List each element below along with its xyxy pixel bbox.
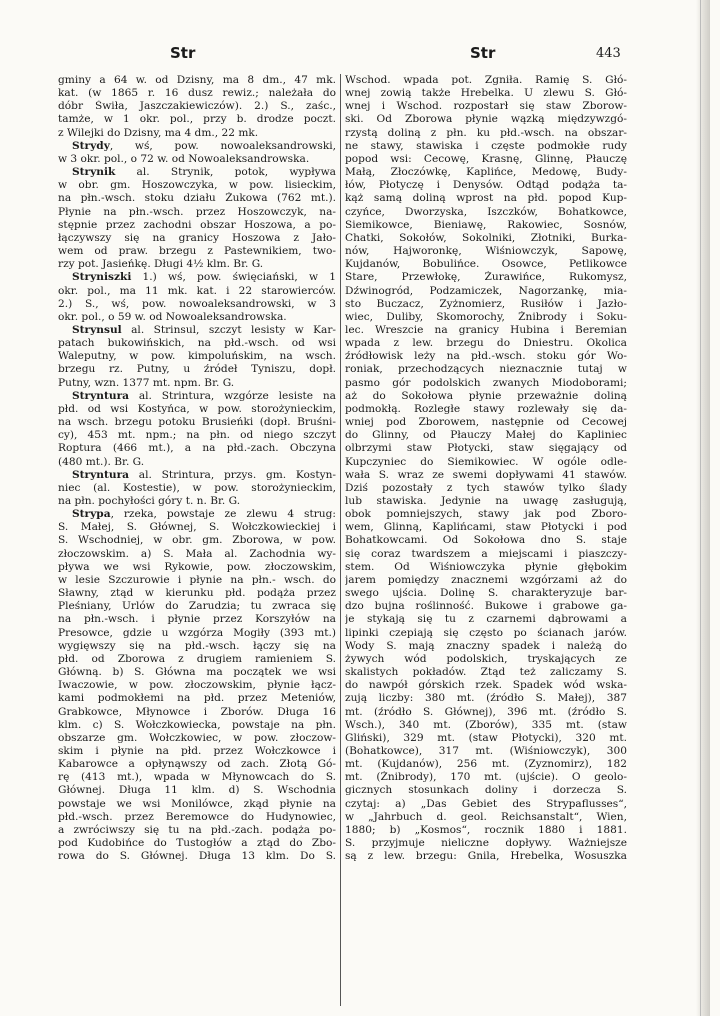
- text-line: je stykają się tu z czarnemi dąbrowami a: [345, 613, 627, 626]
- text-line: wpada z lew. brzegu do Dniestru. Okolica: [345, 337, 627, 350]
- text-line: Gliński), 329 mt. (staw Płotycki), 320 mt.: [345, 731, 627, 744]
- text-line: kat. (w 1865 r. 16 dusz rewiz.; należała do: [58, 87, 336, 100]
- text-line: skalistych pokładów. Ztąd też zaliczamy S.: [345, 666, 627, 679]
- text-line: Strydy, wś, pow. nowoaleksandrowski,: [72, 139, 336, 152]
- text-line: 1880; b) „Kosmos“, rocznik 1880 i 1881.: [345, 823, 627, 836]
- text-line: Główną. b) S. Główna ma początek we wsi: [58, 666, 336, 679]
- text-line: a zwróciwszy się tu na płd.-zach. podąża po-: [58, 823, 336, 836]
- page-header: [0, 44, 720, 66]
- text-line: rzy pot. Jasieńkę. Długi 4½ klm. Br. G.: [58, 258, 264, 271]
- entry-headword: Strypa: [72, 508, 111, 521]
- text-line: Iwaczowie, w pow. złoczowskim, płynie łącz-: [58, 679, 336, 692]
- text-line: z Wilejki do Dzisny, ma 4 dm., 22 mk.: [58, 126, 259, 139]
- text-line: skim i płynie na płd. przez Wołczkowce i: [58, 744, 336, 757]
- text-line: płd.-wsch. przez Beremowce do Hudynowiec,: [58, 810, 336, 823]
- text-line: (480 mt.). Br. G.: [58, 455, 145, 468]
- page-number: 443: [596, 46, 621, 61]
- text-line: lipinki czepiają się często po ścianach jarów.: [345, 626, 627, 639]
- column-divider: [340, 74, 341, 1006]
- text-line: kąż samą doliną wprost na płd. popod Kup-: [345, 192, 627, 205]
- text-line: Putny, wzn. 1377 mt. npm. Br. G.: [58, 376, 235, 389]
- text-line: rzystą doliną z płn. ku płd.-wsch. na obszar-: [345, 126, 627, 139]
- text-line: mt. (Kujdanów), 256 mt. (Zyznomirz), 182: [345, 758, 627, 771]
- text-line: na wsch. brzegu potoku Brusieńki (dopł. Bruśni-: [58, 416, 336, 429]
- text-line: wem, Glinną, Kaplińcami, staw Płotycki i pod: [345, 521, 627, 534]
- text-line: mt. (Żnibrody), 170 mt. (ujście). O geolo-: [345, 771, 627, 784]
- text-line: kami podmokłemi na płd. przez Meteniów,: [58, 692, 336, 705]
- right-text-column: [345, 74, 627, 1004]
- text-line: lec. Wreszcie na granicy Hubina i Beremian: [345, 323, 627, 336]
- left-text-column: [58, 74, 336, 1004]
- text-line: Wody S. mają znaczny spadek i należą do: [345, 639, 627, 652]
- text-line: Kabarowce a opłynąwszy od zach. Złotą Gó-: [58, 758, 336, 771]
- text-line: czyńce, Dworzyska, Iszczków, Bohatkowce,: [345, 205, 627, 218]
- text-line: wnej zowią także Hrebelka. U zlewu S. Głó-: [345, 87, 627, 100]
- text-line: do Glinny, od Płauczy Małej do Kapliniec: [345, 429, 627, 442]
- text-line: pod Kudobińce do Tustogłów a ztąd do Zbo-: [58, 837, 336, 850]
- text-line: (Bohatkowce), 317 mt. (Wiśniowczyk), 300: [345, 744, 627, 757]
- text-line: Głównej. Długa 11 klm. d) S. Wschodnia: [58, 784, 336, 797]
- text-line: 2.) S., wś, pow. nowoaleksandrowski, w 3: [58, 297, 336, 310]
- text-line: na płn. pochyłości góry t. n. Br. G.: [58, 495, 241, 507]
- text-line: Strypa, rzeka, powstaje ze zlewu 4 strug:: [72, 508, 336, 521]
- text-line: olbrzymi staw Płotycki, staw sięgający od: [345, 442, 627, 455]
- text-line: Waleputny, w pow. kimpoluńskim, na wsch.: [58, 350, 336, 363]
- text-line: wała S. wraz ze swemi dopływami 41 stawów.: [345, 468, 627, 481]
- text-line: się coraz twardszem a miejscami i piaszczy-: [345, 547, 627, 560]
- text-line: płd. od Zborowa z drugiem ramieniem S.: [58, 652, 336, 665]
- text-line: stępnie przez zachodni obszar Hoszowa, a po-: [58, 218, 336, 231]
- text-line: płd. od wsi Kostyńca, w pow. storożynieckim,: [58, 402, 336, 415]
- entry-headword: Strydy: [72, 139, 110, 152]
- entry-headword: Stryntura: [72, 468, 130, 481]
- text-line: roniak, przechodzących nieznacznie tutaj w: [345, 363, 627, 376]
- text-line: klm. c) S. Wołczkowiecka, powstaje na płn.: [58, 718, 336, 731]
- text-line: nów, Hajworonkę, Wiśniowczyk, Sapowę,: [345, 245, 627, 258]
- text-line: swego ujścia. Dolinę S. charakteryzuje bar-: [345, 587, 627, 600]
- text-line: Kujdanów, Bobulińce. Osowce, Petlikowce: [345, 258, 627, 271]
- text-line: Stare, Przewłokę, Żurawińce, Rukomysz,: [345, 271, 627, 284]
- text-line: w obr. gm. Hoszowczyka, w pow. lisieckim,: [58, 179, 336, 192]
- text-line: popod wsi: Cecowę, Krasnę, Glinnę, Płauczę: [345, 152, 627, 165]
- entry-headword: Stryniszki: [72, 271, 132, 284]
- text-line: obok pomniejszych, stawy jak pod Zboro-: [345, 508, 627, 521]
- text-line: S. przyjmuje nieliczne dopływy. Ważniejsze: [345, 837, 627, 850]
- text-line: Bohatkowcami. Od Sokołowa dno S. staje: [345, 534, 627, 547]
- text-line: Dźwinogród, Podzamiczek, Nagorzankę, mia-: [345, 284, 627, 297]
- text-line: wnej i Wschod. rozpostarł się staw Zborow-: [345, 100, 627, 113]
- text-line: ski. Od Zborowa płynie wązką międzywzgó-: [345, 113, 627, 126]
- text-line: Płynie na płn.-wsch. przez Hoszowczyk, na-: [58, 205, 336, 218]
- text-line: Wsch.), 340 mt. (Zborów), 335 mt. (staw: [345, 718, 627, 731]
- text-line: sto Buczacz, Zyżnomierz, Rusiłów i Jazło-: [345, 297, 627, 310]
- text-line: okr. pol., o 59 w. od Nowoaleksandrowska.: [58, 310, 287, 323]
- text-line: Siemikowce, Bieniawę, Rakowiec, Sosnów,: [345, 218, 627, 231]
- text-line: Grabkowce, Młynowce i Zborów. Długa 16: [58, 705, 336, 718]
- text-line: Chatki, Sokołów, Sokolniki, Złotniki, Burka-: [345, 231, 627, 244]
- text-line: wniej pod Zborowem, następnie od Cecowej: [345, 416, 627, 429]
- text-line: żywych wód podolskich, tryskających ze: [345, 652, 627, 665]
- text-line: Stryntura al. Strintura, przys. gm. Kostyn-: [72, 468, 336, 481]
- entry-headword: Stryntura: [72, 389, 130, 402]
- text-line: podmokłą. Rozległe stawy rozlewały się da-: [345, 402, 627, 415]
- text-line: S. Małej, S. Głównej, S. Wołczkowieckiej i: [58, 521, 336, 534]
- text-line: wiec, Duliby, Skomorochy, Żnibrody i Soku-: [345, 310, 627, 323]
- text-line: patach bukowińskich, na płd.-wsch. od wsi: [58, 337, 336, 350]
- text-line: obszarze gm. Wołczkowiec, w pow. złoczow-: [58, 731, 336, 744]
- running-head-left: Str: [170, 44, 196, 62]
- text-line: łączywszy się na granicy Hoszowa z Jało-: [58, 231, 336, 244]
- text-line: Sławny, ztąd w kierunku płd. podąża przez: [58, 587, 336, 600]
- text-line: czytaj: a) „Das Gebiet des Strypaflusses“,: [345, 797, 627, 810]
- text-line: Strynsul al. Strinsul, szczyt lesisty w Kar-: [72, 323, 336, 336]
- text-line: wygięwszy się na płd.-wsch. łączy się na: [58, 639, 336, 652]
- text-line: pasmo gór podolskich zwanych Miodoborami;: [345, 376, 627, 389]
- text-line: do nawpół górskich rzek. Spadek wód wska-: [345, 679, 627, 692]
- text-line: Wschod. wpada pot. Zgniła. Ramię S. Głó-: [345, 74, 627, 86]
- text-line: brzegu rz. Putny, u źródeł Tyniszu, dopł.: [58, 363, 336, 376]
- text-line: Pleśniany, Urlów do Zarudzia; tu zwraca się: [58, 600, 336, 613]
- text-line: tamże, w 1 okr. pol., przy b. drodze poczt.: [58, 113, 336, 126]
- text-line: zują liczby: 380 mt. (źródło S. Małej), 387: [345, 692, 627, 705]
- text-line: rowa do S. Głównej. Długa 13 klm. Do S.: [58, 850, 336, 863]
- text-line: w 3 okr. pol., o 72 w. od Nowoaleksandrowska.: [58, 152, 310, 165]
- text-line: w „Jahrbuch d. geol. Reichsanstalt“, Wien,: [345, 810, 627, 823]
- text-line: w lesie Szczurowie i płynie na płn.- wsch. do: [58, 573, 336, 586]
- text-line: Roptura (466 mt.), a na płd.-zach. Obczyna: [58, 442, 336, 455]
- text-line: jarem pomiędzy znacznemi wzgórzami aż do: [345, 573, 627, 586]
- text-line: gicznych stosunkach doliny i dorzecza S.: [345, 784, 627, 797]
- text-line: złoczowskim. a) S. Mała al. Zachodnia wy-: [58, 547, 336, 560]
- text-line: powstaje we wsi Monilówce, zkąd płynie na: [58, 797, 336, 810]
- text-line: na płn.-wsch. stoku działu Żukowa (762 mt.).: [58, 192, 336, 205]
- text-line: Stryniszki 1.) wś, pow. święciański, w 1: [72, 271, 336, 284]
- entry-headword: Strynik: [72, 166, 116, 179]
- text-line: dzo bujna roślinność. Bukowe i grabowe ga-: [345, 600, 627, 613]
- page-edge-shadow: [696, 0, 710, 1016]
- text-line: Kupczyniec do Siemikowiec. W ogóle odle-: [345, 455, 627, 468]
- text-line: wem od praw. brzegu z Pastewnikiem, two-: [58, 245, 336, 258]
- text-line: Presowce, gdzie u wzgórza Mogiły (393 mt.): [58, 626, 336, 639]
- text-line: okr. pol., ma 11 mk. kat. i 22 starowierców.: [58, 284, 336, 297]
- text-line: cy), 453 mt. npm.; na płn. od niego szczyt: [58, 429, 336, 442]
- text-line: ne stawy, stawiska i częste podmokłe rudy: [345, 139, 627, 152]
- text-line: rę (413 mt.), wpada w Młynowcach do S.: [58, 771, 336, 784]
- text-line: Stryntura al. Strintura, wzgórze lesiste na: [72, 389, 336, 402]
- page-edge-line: [700, 0, 701, 1016]
- text-line: na płn.-wsch. i płynie przez Korszyłów na: [58, 613, 336, 626]
- text-line: łów, Płotyczę i Denysów. Odtąd podąża ta-: [345, 179, 627, 192]
- text-line: stem. Od Wiśniowczyka płynie głębokim: [345, 560, 627, 573]
- text-line: aż do Sokołowa płynie przeważnie doliną: [345, 389, 627, 402]
- entry-headword: Strynsul: [72, 323, 122, 336]
- text-line: dóbr Świła, Jaszczakiewiczów). 2.) S., zaśc.,: [58, 100, 336, 113]
- text-line: Strynik al. Strynik, potok, wypływa: [72, 166, 336, 179]
- text-line: niec (al. Kostestie), w pow. storożynieckim,: [58, 481, 336, 494]
- text-line: mt. (źródło S. Głównej), 396 mt. (źródło S.: [345, 705, 627, 718]
- text-line: są z lew. brzegu: Gnila, Hrebelka, Wosuszka: [345, 850, 627, 863]
- text-line: Dziś pozostały z tych stawów tylko ślady: [345, 481, 627, 494]
- text-line: źródłowisk leży na płd.-wsch. stoku gór Wo-: [345, 350, 627, 363]
- text-line: Małą, Złoczówkę, Kaplińce, Medowę, Budy-: [345, 166, 627, 179]
- text-line: S. Wschodniej, w obr. gm. Zborowa, w pow.: [58, 534, 336, 547]
- text-line: pływa we wsi Rykowie, pow. złoczowskim,: [58, 560, 336, 573]
- text-line: lub stawiska. Jedynie na uwagę zasługują,: [345, 495, 627, 507]
- running-head-right: Str: [470, 44, 496, 62]
- text-line: gminy a 64 w. od Dzisny, ma 8 dm., 47 mk.: [58, 74, 336, 86]
